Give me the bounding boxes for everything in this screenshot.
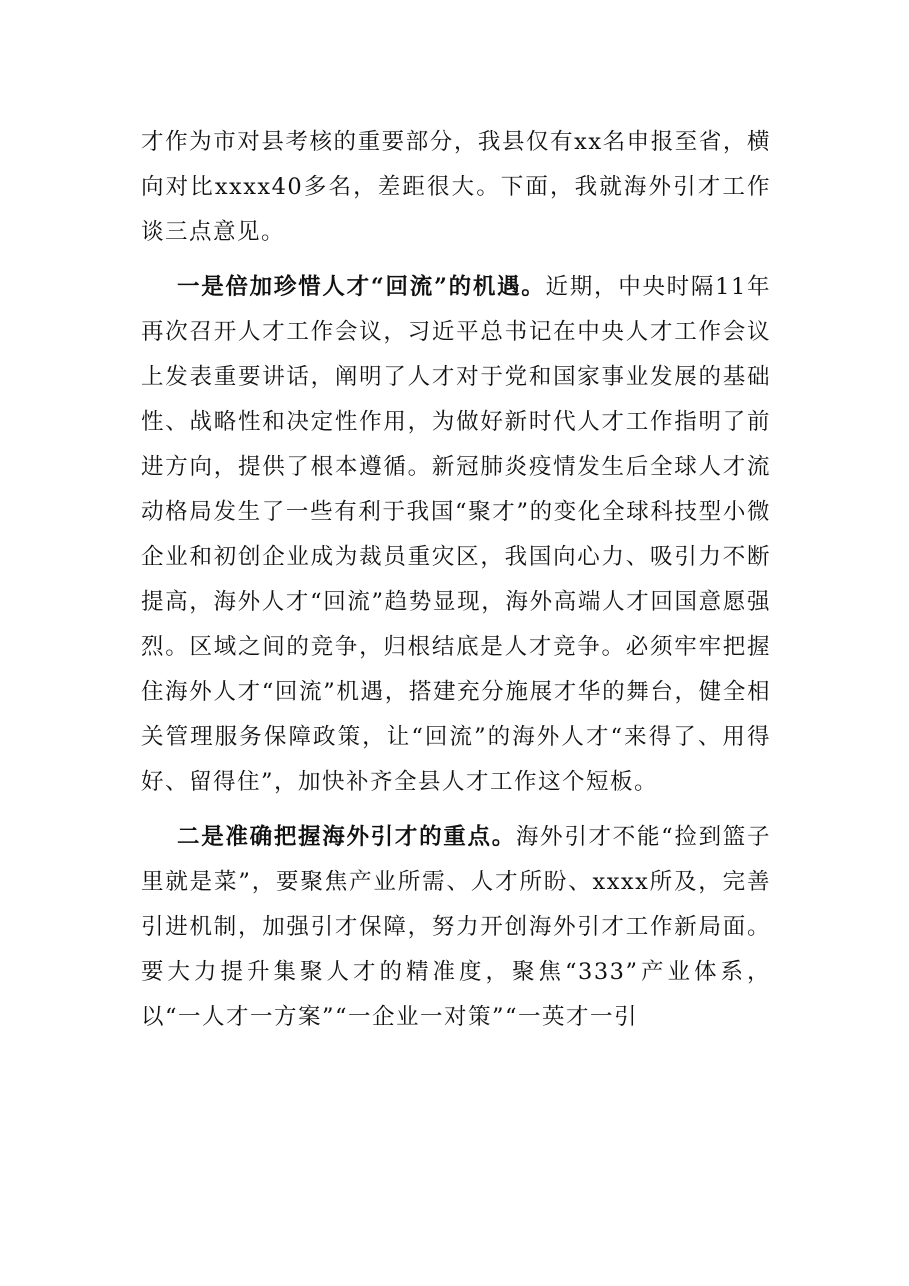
paragraph-text: 才作为市对县考核的重要部分，我县仅有xx名申报至省，横向对比xxxx40多名，差距很大。下面，我就海外引才工作谈三点意见。 bbox=[141, 129, 771, 245]
paragraph-text: 海外引才不能“捡到篮子里就是菜”，要聚焦产业所需、人才所盼、xxxx所及，完善引进机制，加强引才保障，努力开创海外引才工作新局面。要大力提升集聚人才的精准度，聚焦“333”产业体系，以“一人才一方案”“一企业一对策”“一英才一引 bbox=[141, 824, 771, 1030]
paragraph-intro bbox=[141, 120, 771, 255]
paragraph-text: 近期，中央时隔11年再次召开人才工作会议，习近平总书记在中央人才工作会议上发表重要讲话，阐明了人才对于党和国家事业发展的基础性、战略性和决定性作用，为做好新时代人才工作指明了前进方向，提供了根本遵循。新冠肺炎疫情发生后全球人才流动格局发生了一些有利于我国“聚才”的变化全球科技型小微企业和初创企业成为裁员重灾区，我国向心力、吸引力不断提高，海外人才“回流”趋势显现，海外高端人才回国意愿强烈。区域之间的竞争，归根结底是人才竞争。必须牢牢把握住海外人才“回流”机遇，搭建充分施展才华的舞台，健全相关管理服务保障政策，让“回流”的海外人才“来得了、用得好、留得住”，加快补齐全县人才工作这个短板。 bbox=[141, 274, 771, 795]
paragraph-heading: 一是倍加珍惜人才“回流”的机遇。 bbox=[177, 274, 546, 300]
paragraph-point-two bbox=[141, 815, 771, 1040]
document-body bbox=[141, 120, 771, 1040]
paragraph-point-one bbox=[141, 265, 771, 805]
paragraph-heading: 二是准确把握海外引才的重点。 bbox=[177, 824, 516, 850]
